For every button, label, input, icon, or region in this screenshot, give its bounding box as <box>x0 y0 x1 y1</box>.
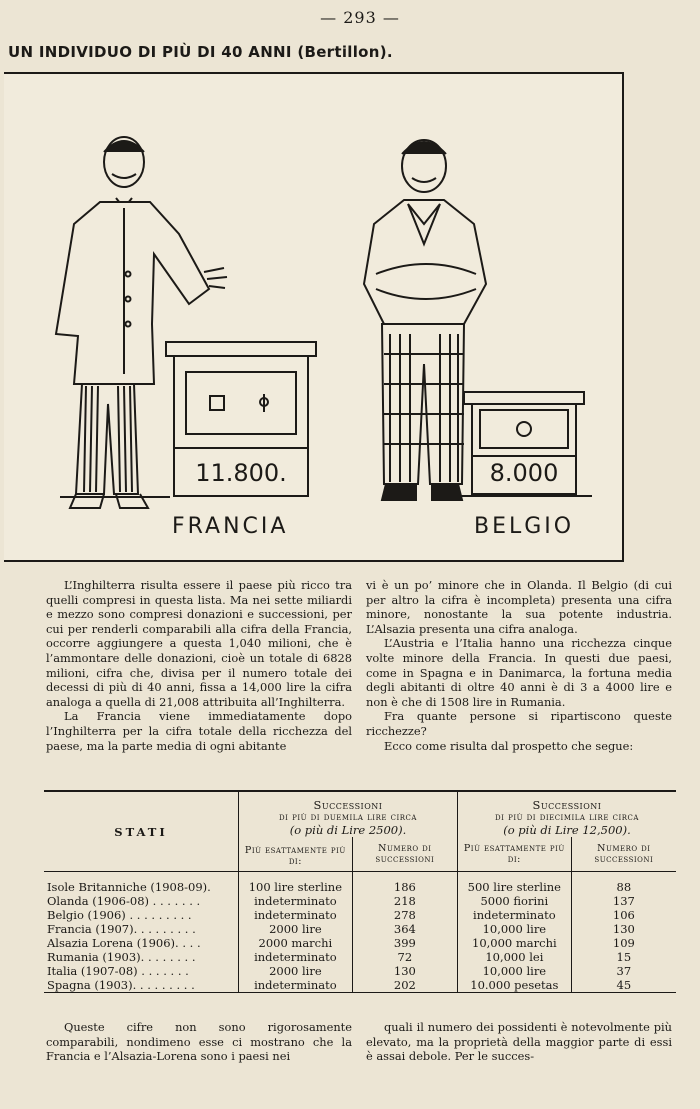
group1-note: (o più di Lire 2500). <box>289 823 407 837</box>
group2-title: Successioni <box>532 798 602 812</box>
table-cell: 399 <box>352 936 457 950</box>
paragraph: L’Austria e l’Italia hanno una ricchezza cinque volte minore della Francia. In questi due paesi, come in Spagna e in Danimarca, la fortuna media degli abitanti di oltre 40 anni è di 3 a 4000 lire e non è che di 1508 lire in Rumania. <box>366 636 672 709</box>
table-cell: 10,000 lei <box>457 950 571 964</box>
table-cell: 37 <box>571 964 676 978</box>
country-cell: Spagna (1903). . . . . . . . . <box>47 978 195 992</box>
table-cell: 10.000 pesetas <box>457 978 571 993</box>
country-cell: Alsazia Lorena (1906). . . . <box>47 936 201 950</box>
text-column-left <box>46 1020 352 1064</box>
table-cell: 10,000 marchi <box>457 936 571 950</box>
sub-header: Più esattamente più di: <box>457 837 571 872</box>
table-cell: indeterminato <box>239 908 353 922</box>
belgian-man-drawing <box>364 140 486 500</box>
table-row <box>44 978 676 993</box>
table-cell: 186 <box>352 872 457 895</box>
table-cell: 10,000 lire <box>457 964 571 978</box>
figure-heading: UN INDIVIDUO DI PIÙ DI 40 ANNI (Bertillon). <box>8 43 393 61</box>
paragraph: L’Inghilterra risulta essere il paese più ricco tra quelli compresi in questa lista. Ma nei sette miliardi e mezzo sono compresi donazioni e successioni, per cui per renderli comparabili alla cifra della Francia, occorre aggiungere a questa 1,040 milioni, che è l’ammontare delle donazioni, cioè un totale di 6828 milioni, cifra che, divisa per il numero totale dei decessi di più di 40 anni, fissa a 14,000 lire la cifra analoga a quella di 21,008 attribuita all’Inghilterra. <box>46 578 352 709</box>
table-cell: 109 <box>571 936 676 950</box>
table-cell: 72 <box>352 950 457 964</box>
france-label: FRANCIA <box>172 514 289 539</box>
table-cell: 10,000 lire <box>457 922 571 936</box>
table-cell: 137 <box>571 894 676 908</box>
body-text <box>46 578 672 753</box>
table-cell: 2000 marchi <box>239 936 353 950</box>
group2-header <box>457 791 676 837</box>
page-number: — 293 — <box>320 8 400 27</box>
illustration-drawing <box>4 74 624 564</box>
table-cell: 278 <box>352 908 457 922</box>
text-column-right <box>366 578 672 753</box>
country-cell: Isole Britanniche (1908-09). <box>47 880 211 894</box>
table-cell: 45 <box>571 978 676 993</box>
french-man-drawing <box>56 137 227 508</box>
group1-header <box>239 791 458 837</box>
table-row <box>44 950 676 964</box>
table-row <box>44 872 676 895</box>
sub-header: Più esattamente più di: <box>239 837 353 872</box>
belgium-value: 8.000 <box>489 459 559 487</box>
table-row <box>44 894 676 908</box>
group1-subtitle: di più di duemila lire circa <box>279 812 417 823</box>
table-cell: 130 <box>571 922 676 936</box>
stati-header: STATI <box>44 791 239 872</box>
sub-header: Numero di successioni <box>352 837 457 872</box>
table-cell: 106 <box>571 908 676 922</box>
country-cell: Belgio (1906) . . . . . . . . . <box>47 908 192 922</box>
group1-title: Successioni <box>313 798 383 812</box>
table-cell: 15 <box>571 950 676 964</box>
france-value: 11.800. <box>195 459 287 487</box>
country-cell: Italia (1907-08) . . . . . . . <box>47 964 189 978</box>
table-cell: 500 lire sterline <box>457 872 571 895</box>
country-cell: Rumania (1903). . . . . . . . <box>47 950 196 964</box>
group2-note: (o più di Lire 12,500). <box>503 823 631 837</box>
table-cell: 100 lire sterline <box>239 872 353 895</box>
table-cell: 5000 fiorini <box>457 894 571 908</box>
paragraph: Queste cifre non sono rigorosamente comparabili, nondimeno esse ci mostrano che la Francia e l’Alsazia-Lorena sono i paesi nei <box>46 1020 352 1064</box>
table-cell: indeterminato <box>239 894 353 908</box>
table-row <box>44 936 676 950</box>
text-column-left <box>46 578 352 753</box>
group2-subtitle: di più di diecimila lire circa <box>495 812 639 823</box>
paragraph: Fra quante persone si ripartiscono queste ricchezze? <box>366 709 672 738</box>
table-row <box>44 922 676 936</box>
table-row <box>44 908 676 922</box>
bottom-text <box>46 1020 672 1064</box>
belgium-label: BELGIO <box>474 514 575 539</box>
successions-table <box>44 790 676 993</box>
country-cell: Francia (1907). . . . . . . . . <box>47 922 196 936</box>
paragraph: Ecco come risulta dal prospetto che segue: <box>384 738 634 753</box>
illustration-figure <box>4 72 624 562</box>
country-cell: Olanda (1906-08) . . . . . . . <box>47 894 201 908</box>
table-cell: 202 <box>352 978 457 993</box>
table-cell: indeterminato <box>457 908 571 922</box>
text-column-right <box>366 1020 672 1064</box>
table-cell: 218 <box>352 894 457 908</box>
table-cell: 88 <box>571 872 676 895</box>
table-cell: indeterminato <box>239 950 353 964</box>
table-cell: 2000 lire <box>239 964 353 978</box>
paragraph: La Francia viene immediatamente dopo l’Inghilterra per la cifra totale della ricchezza del paese, ma la parte media di ogni abitante <box>46 709 352 753</box>
table-cell: 130 <box>352 964 457 978</box>
paragraph: vi è un po’ minore che in Olanda. Il Belgio (di cui per altro la cifra è incompleta) presenta una cifra minore, nonostante la sua potente industria. L’Alsazia presenta una cifra analoga. <box>366 578 672 636</box>
table-row <box>44 964 676 978</box>
sub-header: Numero di successioni <box>571 837 676 872</box>
table-cell: indeterminato <box>239 978 353 993</box>
table-cell: 364 <box>352 922 457 936</box>
paragraph: quali il numero dei possidenti è notevolmente più elevato, ma la proprietà della maggior parte di essi è assai debole. Per le succes- <box>366 1020 672 1064</box>
table-cell: 2000 lire <box>239 922 353 936</box>
